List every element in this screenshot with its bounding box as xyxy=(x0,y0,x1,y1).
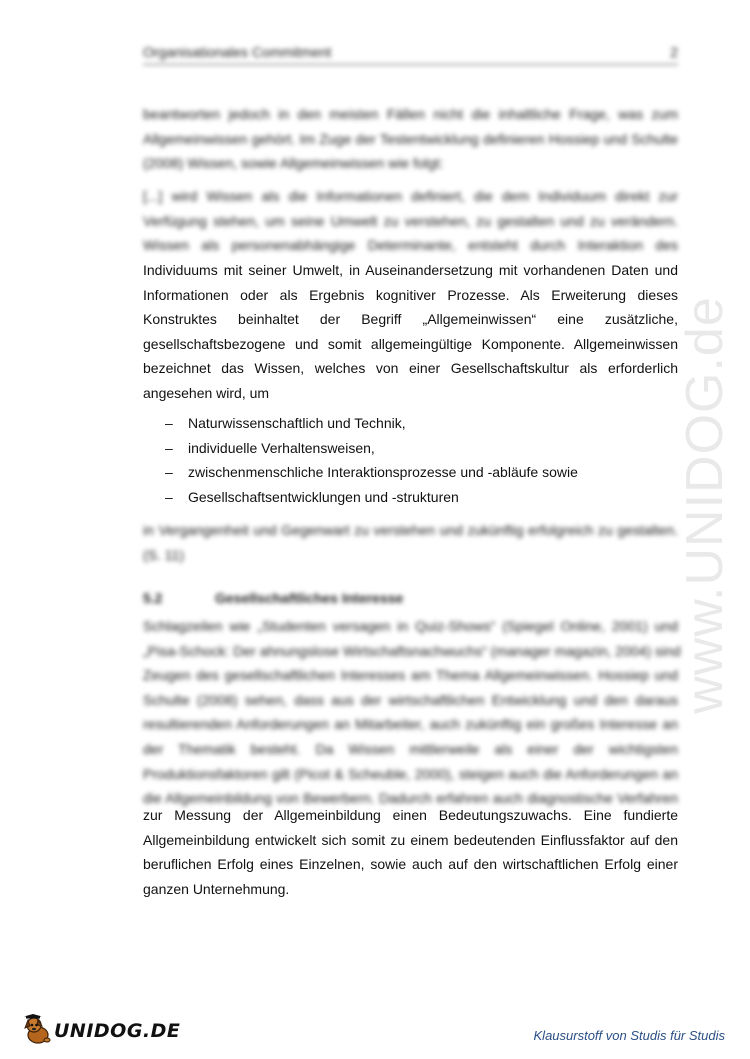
text-line: die Allgemeinbildung von Bewerbern. Dadurch erfahren auch diagnostische Verfahren xyxy=(143,790,678,807)
blurred-paragraph-2 xyxy=(143,518,678,567)
list-item xyxy=(165,411,665,436)
text-line: resultierenden Anforderungen an Mitarbeiter, auch zukünftig ein großes Interesse an xyxy=(143,716,678,733)
text-line: beruflichen Erfolg eines Einzelnen, sowie auch auf den wirtschaftlichen Erfolg einer xyxy=(143,856,678,873)
section-heading xyxy=(143,590,678,606)
dog-mascot-icon xyxy=(20,1014,54,1046)
visible-paragraph-1 xyxy=(143,258,678,406)
section-title: Gesellschaftliches Interesse xyxy=(215,590,404,606)
text-line: bezeichnet das Wissen, welches von einer Gesellschaftskultur als erforderlich xyxy=(143,360,678,377)
text-line: Individuums mit seiner Umwelt, in Auseinandersetzung mit vorhandenen Daten und xyxy=(143,262,678,278)
header-page-number: 2 xyxy=(670,44,678,60)
footer-logo[interactable] xyxy=(20,1010,181,1050)
list-item-text: zwischenmenschliche Interaktionsprozesse und -abläufe sowie xyxy=(188,464,578,481)
header-title: Organisationales Commitment xyxy=(143,44,332,60)
text-line: angesehen wird, um xyxy=(143,384,270,401)
text-line: Allgemeinwissen gehört. Im Zuge der Testentwicklung definieren Hossiep und Schulte xyxy=(143,130,678,147)
text-line: (2008) Wissen, sowie Allgemeinwissen wie folgt: xyxy=(143,155,444,172)
text-line: [...] wird Wissen als die Informationen definiert, die dem Individuum direkt zur xyxy=(143,188,678,204)
text-line: Verfügung stehen, um seine Umwelt zu verstehen, zu gestalten und zu verändern. xyxy=(143,212,678,229)
text-line: Schulte (2008) sehen, dass aus der wirtschaftlichen Entwicklung und den daraus xyxy=(143,691,678,708)
text-line: Konstruktes beinhaltet der Begriff „Allgemeinwissen“ eine zusätzliche, xyxy=(143,311,678,328)
dash-bullet: – xyxy=(165,415,173,431)
text-line: Wissen als personenabhängige Determinante, entsteht durch Interaktion des xyxy=(143,237,678,254)
list-item xyxy=(165,485,665,510)
list-item xyxy=(165,460,665,485)
list-item-text: individuelle Verhaltensweisen, xyxy=(188,439,375,456)
footer-slogan: Klausurstoff von Studis für Studis xyxy=(533,1028,725,1043)
blurred-paragraph-3 xyxy=(143,614,681,811)
text-line: Produktionsfaktoren gilt (Picot & Scheuble, 2000), steigen auch die Anforderungen an xyxy=(143,765,678,782)
dash-bullet: – xyxy=(165,439,173,456)
text-line: gesellschaftsbezogene und somit allgemeingültige Komponente. Allgemeinwissen xyxy=(143,335,678,352)
text-line: zur Messung der Allgemeinbildung einen Bedeutungszuwachs. Eine fundierte xyxy=(143,807,678,823)
text-line: Informationen oder als Ergebnis kognitiver Prozesse. Als Erweiterung dieses xyxy=(143,286,678,303)
blurred-paragraph-1 xyxy=(143,102,678,176)
section-number: 5.2 xyxy=(143,590,163,606)
blurred-quote xyxy=(143,184,678,258)
text-line: Schlagzeilen wie „Studenten versagen in Quiz-Shows“ (Spiegel Online, 2001) und xyxy=(143,618,678,634)
text-line: beantworten jedoch in den meisten Fällen nicht die inhaltliche Frage, was zum xyxy=(143,106,678,122)
bullet-list xyxy=(165,411,665,509)
list-item-text: Naturwissenschaftlich und Technik, xyxy=(188,415,406,431)
page-header xyxy=(143,44,678,65)
watermark-text: www.UNIDOG.de xyxy=(676,296,734,714)
text-line: „Pisa-Schock: Der ahnungslose Wirtschaftsnachwuchs“ (manager magazin, 2004) sind xyxy=(143,642,681,659)
visible-paragraph-2 xyxy=(143,803,678,901)
text-line: Allgemeinbildung entwickelt sich somit zu einem bedeutenden Einflussfaktor auf den xyxy=(143,831,678,848)
footer-brand: UNIDOG.DE xyxy=(54,1020,181,1042)
text-line: Zeugen des gesellschaftlichen Interesses am Thema Allgemeinwissen. Hossiep und xyxy=(143,667,678,684)
list-item-text: Gesellschaftsentwicklungen und -strukturen xyxy=(188,488,459,505)
dash-bullet: – xyxy=(165,488,173,505)
text-line: (S. 11) xyxy=(143,546,184,563)
text-line: der Thematik besteht. Da Wissen mittlerweile als einer der wichtigsten xyxy=(143,740,678,757)
text-line: ganzen Unternehmung. xyxy=(143,880,290,897)
dash-bullet: – xyxy=(165,464,173,481)
list-item xyxy=(165,436,665,461)
text-line: in Vergangenheit und Gegenwart zu verstehen und zukünftig erfolgreich zu gestalten. xyxy=(143,522,678,538)
